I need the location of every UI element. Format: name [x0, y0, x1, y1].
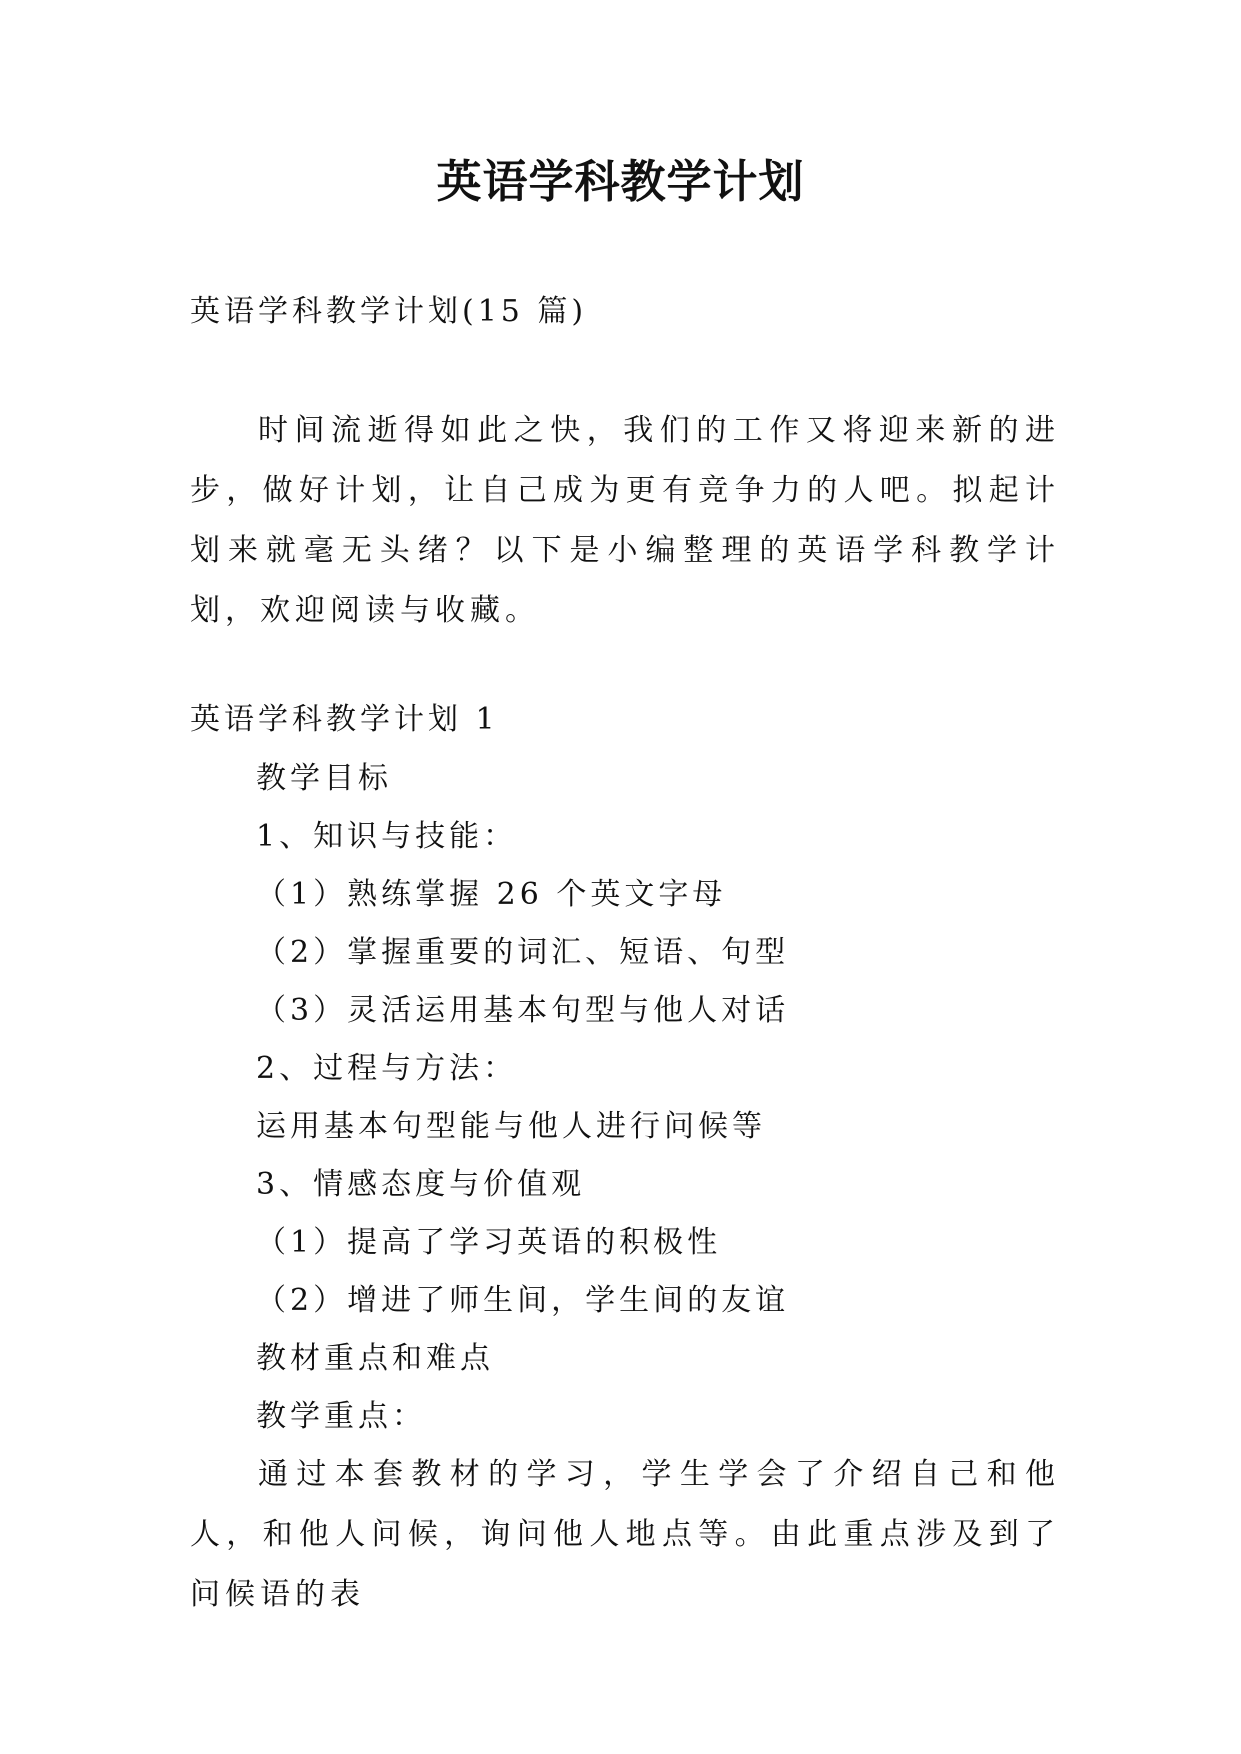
section-heading: 英语学科教学计划 1 — [190, 702, 499, 737]
focus-heading: 教学重点： — [256, 1399, 426, 1434]
knowledge-skills-heading: 1、知识与技能： — [256, 819, 518, 854]
focus-paragraph: 通过本套教材的学习，学生学会了介绍自己和他人，和他人问候，询问他人地点等。由此重点涉及到了问候语的表 — [190, 1457, 1060, 1612]
process-method-text: 运用基本句型能与他人进行问候等 — [256, 1109, 766, 1144]
attitude-point: （2）增进了师生间，学生间的友谊 — [256, 1283, 790, 1318]
knowledge-point: （1）熟练掌握 26 个英文字母 — [256, 877, 727, 912]
keypoints-heading: 教材重点和难点 — [256, 1341, 494, 1376]
process-method-heading: 2、过程与方法： — [256, 1051, 518, 1086]
objectives-heading: 教学目标 — [256, 761, 392, 796]
attitude-values-heading: 3、情感态度与价值观 — [256, 1167, 586, 1202]
intro-paragraph: 时间流逝得如此之快，我们的工作又将迎来新的进步，做好计划，让自己成为更有竞争力的人吧。拟起计划来就毫无头绪？以下是小编整理的英语学科教学计划，欢迎阅读与收藏。 — [190, 413, 1060, 628]
attitude-point: （1）提高了学习英语的积极性 — [256, 1225, 722, 1260]
document-title: 英语学科教学计划 — [436, 155, 805, 208]
document-subtitle: 英语学科教学计划(15 篇) — [190, 294, 588, 329]
knowledge-point: （3）灵活运用基本句型与他人对话 — [256, 993, 790, 1028]
knowledge-point: （2）掌握重要的词汇、短语、句型 — [256, 935, 790, 970]
